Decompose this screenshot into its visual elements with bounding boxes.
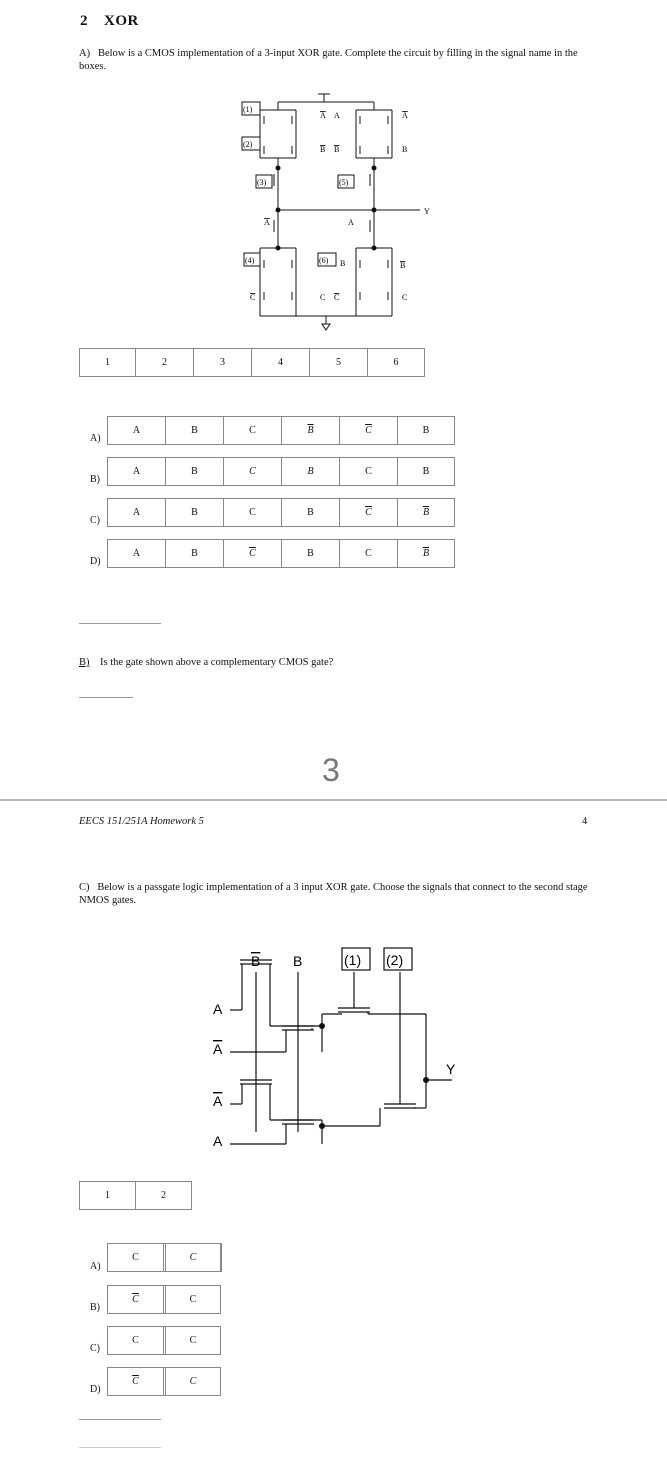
option-cell: C — [107, 1327, 163, 1354]
option-cell: C — [163, 1286, 221, 1313]
header-cell-2: 2 — [135, 1182, 192, 1209]
cmos-box-6: (6) — [319, 256, 329, 265]
part-b-text: Is the gate shown above a complementary CMOS gate? — [100, 657, 334, 668]
option-cell: A — [107, 458, 165, 485]
option-cell: C — [223, 417, 281, 444]
header-cell-1: 1 — [79, 349, 135, 376]
cmos-in-a-2: A — [348, 218, 354, 227]
option-row[interactable] — [107, 1243, 222, 1272]
cmos-in-bbar-1: B — [320, 145, 326, 154]
option-cell: A — [107, 540, 165, 567]
option-label[interactable]: C) — [90, 1343, 100, 1354]
cmos-xor-circuit — [230, 88, 440, 333]
part-c-question — [79, 881, 599, 907]
pg-box-2: (2) — [386, 952, 404, 968]
option-cell: $\overline{B}$ — [281, 417, 339, 444]
part-a-text: Below is a CMOS implementation of a 3-input XOR gate. Complete the circuit by filling in the signal name in the boxes. — [79, 48, 578, 72]
pg-label-a-2: A — [213, 1133, 223, 1149]
cmos-in-cbar-1: C — [250, 293, 256, 302]
part-b-label: B) — [79, 657, 90, 668]
cmos-in-b-1: B — [402, 145, 408, 154]
cmos-in-c-1: C — [320, 293, 326, 302]
part-a-header-row — [79, 348, 425, 377]
cmos-box-5: (5) — [339, 178, 349, 187]
cmos-in-bbar-3: B — [400, 261, 406, 270]
option-cell: A — [107, 417, 165, 444]
part-b-question — [79, 656, 333, 669]
option-cell: C — [163, 1244, 221, 1271]
option-row[interactable] — [107, 416, 455, 445]
option-cell: B — [165, 458, 223, 485]
cmos-in-abar-2: A — [402, 111, 408, 120]
option-cell: B — [397, 458, 455, 485]
passgate-xor-circuit — [200, 944, 480, 1159]
pg-label-abar-1: A — [213, 1041, 223, 1057]
answer-line-c[interactable] — [79, 1419, 161, 1420]
cmos-in-a-1: A — [334, 111, 340, 120]
option-label[interactable]: B) — [90, 474, 100, 485]
option-cell: B — [165, 540, 223, 567]
part-c-header-row — [79, 1181, 192, 1210]
option-label[interactable]: B) — [90, 1302, 100, 1313]
option-cell: A — [107, 499, 165, 526]
cmos-box-3: (3) — [257, 178, 267, 187]
cmos-output-y: Y — [424, 207, 430, 216]
part-c-text: Below is a passgate logic implementation of a 3 input XOR gate. Choose the signals that connect to the second stage NMOS gates. — [79, 882, 588, 906]
running-header: EECS 151/251A Homework 5 — [79, 816, 204, 827]
cmos-in-bbar-2: B — [334, 145, 340, 154]
option-cell: B — [165, 417, 223, 444]
section-number: 2 — [80, 13, 88, 29]
section-title: XOR — [104, 13, 139, 29]
option-cell: C — [163, 1327, 221, 1354]
header-cell-1: 1 — [79, 1182, 135, 1209]
option-row[interactable] — [107, 498, 455, 527]
answer-line-a[interactable] — [79, 623, 161, 624]
option-cell: C — [223, 458, 281, 485]
answer-line-b[interactable] — [79, 697, 133, 698]
header-cell-6: 6 — [367, 349, 425, 376]
page-number-4: 4 — [582, 816, 588, 827]
option-label[interactable]: D) — [90, 556, 101, 567]
option-cell: $\overline{B}$ — [397, 540, 455, 567]
option-cell: C — [339, 540, 397, 567]
cmos-box-2: (2) — [243, 140, 253, 149]
cmos-box-4: (4) — [245, 256, 255, 265]
pg-label-b: B — [293, 953, 303, 969]
option-row[interactable] — [107, 1285, 221, 1314]
option-cell: C — [339, 458, 397, 485]
answer-line-d[interactable] — [79, 1447, 161, 1448]
option-cell: B — [281, 540, 339, 567]
option-cell: $\overline{B}$ — [397, 499, 455, 526]
option-cell: B — [281, 458, 339, 485]
pg-label-a-1: A — [213, 1001, 223, 1017]
header-cell-3: 3 — [193, 349, 251, 376]
part-c-label: C) — [79, 882, 90, 893]
option-cell: C — [223, 499, 281, 526]
option-cell: $\overline{C}$ — [339, 417, 397, 444]
option-row[interactable] — [107, 457, 455, 486]
pg-label-abar-2: A — [213, 1093, 223, 1109]
option-row[interactable] — [107, 1367, 221, 1396]
option-cell: B — [397, 417, 455, 444]
pg-label-bbar: B — [251, 953, 261, 969]
option-cell: $\overline{C}$ — [107, 1286, 163, 1313]
page-divider — [0, 799, 667, 801]
option-row[interactable] — [107, 539, 455, 568]
header-cell-5: 5 — [309, 349, 367, 376]
cmos-in-b-2: B — [340, 259, 346, 268]
option-label[interactable]: A) — [90, 433, 101, 444]
header-cell-2: 2 — [135, 349, 193, 376]
option-label[interactable]: C) — [90, 515, 100, 526]
option-cell: C — [163, 1368, 221, 1395]
option-cell: $\overline{C}$ — [107, 1368, 163, 1395]
pg-output-y: Y — [446, 1061, 456, 1077]
option-row[interactable] — [107, 1326, 221, 1355]
option-cell: $\overline{C}$ — [223, 540, 281, 567]
option-cell: B — [165, 499, 223, 526]
part-a-question — [79, 47, 595, 73]
option-cell: C — [107, 1244, 163, 1271]
part-a-label: A) — [79, 48, 91, 59]
option-cell: B — [281, 499, 339, 526]
cmos-in-abar-1: A — [320, 111, 326, 120]
cmos-in-abar-3: A — [264, 218, 270, 227]
cmos-box-1: (1) — [243, 105, 253, 114]
cmos-in-c-2: C — [402, 293, 408, 302]
cmos-in-cbar-2: C — [334, 293, 340, 302]
option-label[interactable]: D) — [90, 1384, 101, 1395]
option-label[interactable]: A) — [90, 1261, 101, 1272]
pg-box-1: (1) — [344, 952, 362, 968]
header-cell-4: 4 — [251, 349, 309, 376]
page-number-3: 3 — [322, 752, 340, 788]
option-cell: $\overline{C}$ — [339, 499, 397, 526]
